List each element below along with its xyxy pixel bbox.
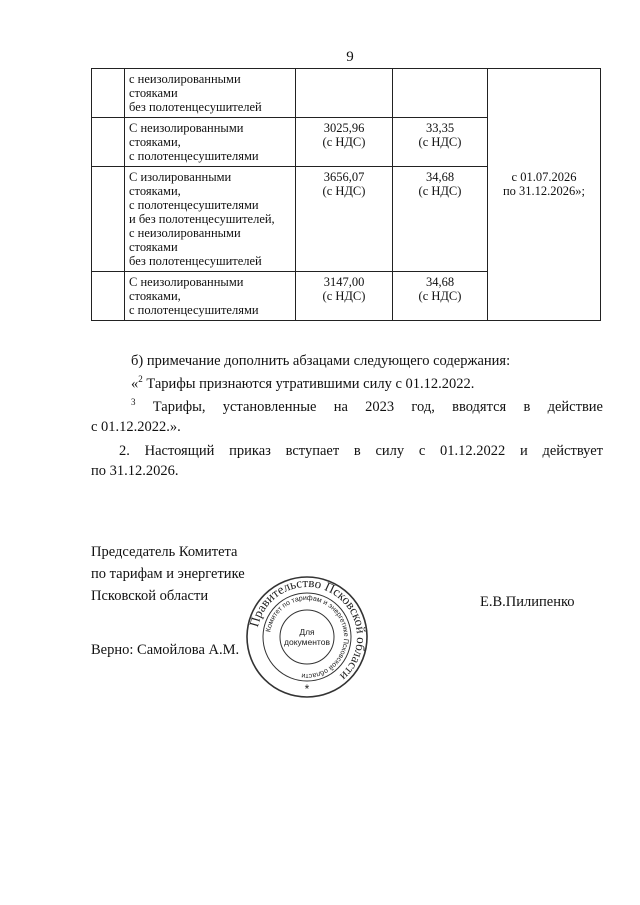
table-row [92,69,601,118]
table-cell-value2 [393,118,488,167]
table-cell-period [488,118,601,167]
cell-line: с неизолированными [129,226,241,240]
table-cell-value2 [393,167,488,272]
stamp-center-line1: Для [299,627,315,637]
official-stamp [245,575,369,699]
cell-line: 34,68 [425,275,455,289]
stamp-inner-text: Комитет по тарифам и энергетике Псковской области [265,594,350,680]
cell-line: 3656,07 [323,170,365,184]
footnote-mark-2: 2 [138,374,143,385]
cell-line: 3025,96 [323,121,365,135]
paragraph-tariff-2023-line1 [131,398,603,417]
paragraph-order-effect-line1: 2. Настоящий приказ вступает в силу с 01.12.2022 и действует [119,443,603,459]
cell-line: и без полотенцесушителей, [129,212,275,226]
paragraph-note: б) примечание дополнить абзацами следующего содержания: [131,353,511,369]
cell-line: 3147,00 [323,275,365,289]
cell-line: по 31.12.2026»; [502,183,586,198]
cell-line: 33,35 [425,121,455,135]
cell-line: С неизолированными [129,121,244,135]
cell-line: (с НДС) [418,289,462,303]
cell-line: стояками [129,86,178,100]
chairman-title [91,541,245,607]
table-cell-period [488,69,601,118]
cell-line: с неизолированными [129,72,241,86]
table-row [92,167,601,272]
cell-line: без полотенцесушителей [129,254,262,268]
footnote-mark-3: 3 [131,397,136,408]
cell-line: стояками, [129,135,181,149]
table-cell-value1 [296,118,393,167]
table-cell-description [125,69,296,118]
paragraph-tariff-2023-line2: с 01.12.2022.». [91,419,181,435]
cell-line: стояками, [129,184,181,198]
cell-line: С неизолированными [129,275,244,289]
cell-line: (с НДС) [322,135,366,149]
cell-line: стояками, [129,289,181,303]
table-index-cell [92,167,125,272]
table-cell-period [488,272,601,321]
table-row [92,272,601,321]
cell-line: с полотенцесушителями [129,149,259,163]
cell-line: с полотенцесушителями [129,198,259,212]
table-cell-value2 [393,272,488,321]
cell-line: без полотенцесушителей [129,100,262,114]
table-index-cell [92,69,125,118]
tariff-table [91,68,601,321]
signer-name: Е.В.Пилипенко [480,594,575,610]
cell-line: (с НДС) [322,289,366,303]
table-cell-value1 [296,167,393,272]
open-quote: « [131,376,139,392]
cell-line: (с НДС) [418,184,462,198]
table-cell-value2 [393,69,488,118]
table-cell-value1 [296,69,393,118]
paragraph-order-effect-line2: по 31.12.2026. [91,463,179,479]
stamp-center-line2: документов [284,637,330,647]
cell-line: С изолированными [129,170,232,184]
table-cell-description [125,118,296,167]
table-cell-description [125,272,296,321]
cell-line: с 01.07.2026 [511,169,577,184]
table-index-cell [92,118,125,167]
cell-line: (с НДС) [322,184,366,198]
cell-line: 34,68 [425,170,455,184]
page-number: 9 [346,49,354,65]
chairman-title-line2: по тарифам и энергетике [91,566,245,582]
table-row [92,118,601,167]
table-cell-period [488,167,601,272]
tariff-2023-text: Тарифы, установленные на 2023 год, вводятся в действие [135,399,603,415]
stamp-outer-text: Правительство Псковской области [246,575,369,685]
table-cell-description [125,167,296,272]
table-index-cell [92,272,125,321]
verified-by: Верно: Самойлова А.М. [91,642,240,658]
table-cell-value1 [296,272,393,321]
cell-line: с полотенцесушителями [129,303,259,317]
chairman-title-line3: Псковской области [91,588,209,604]
chairman-title-line1: Председатель Комитета [91,544,238,560]
tariff-expired-text: Тарифы признаются утратившими силу с 01.12.2022. [142,376,475,392]
stamp-star: * [304,682,310,696]
paragraph-tariff-expired [131,375,601,394]
cell-line: стояками [129,240,178,254]
cell-line: (с НДС) [418,135,462,149]
